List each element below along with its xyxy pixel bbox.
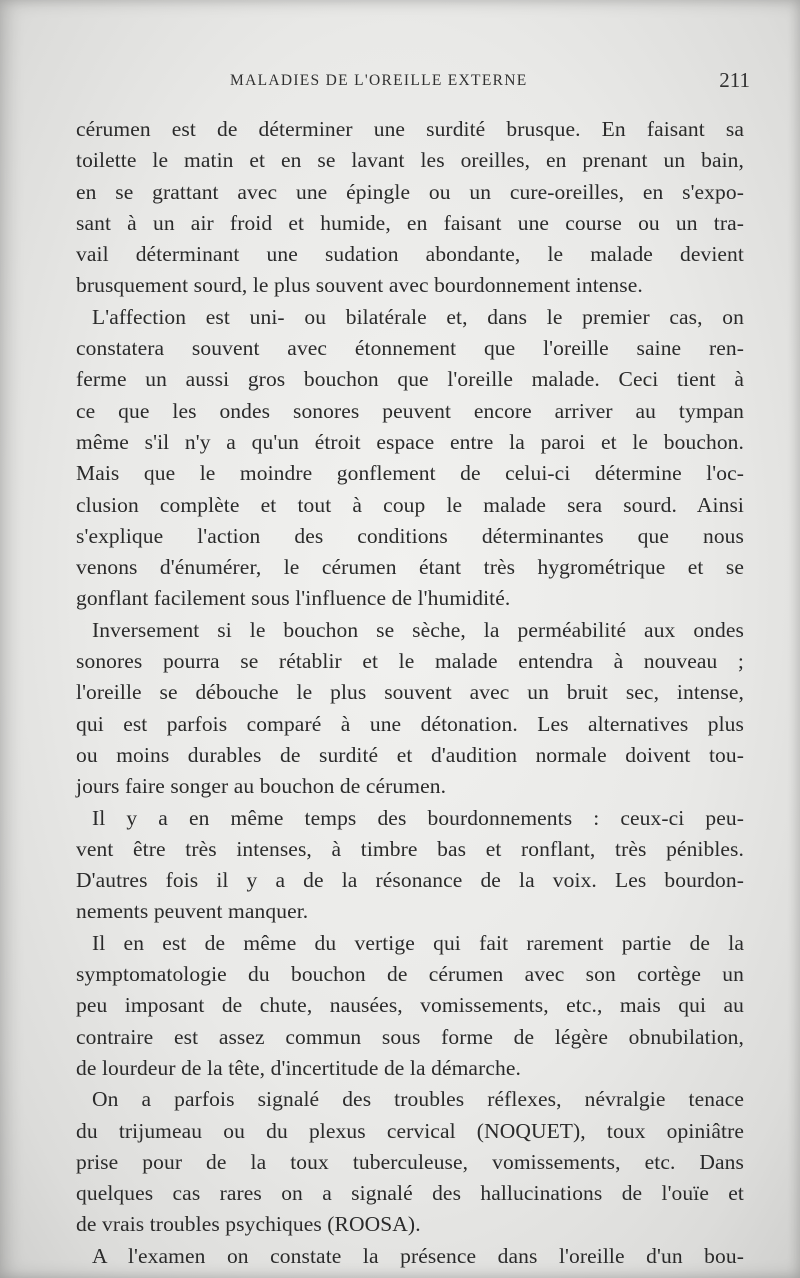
text-line: constatera souvent avec étonnement que l'oreille saine ren- [76, 336, 744, 361]
text-line: de vrais troubles psychiques (ROOSA). [76, 1212, 421, 1237]
text-line: toilette le matin et en se lavant les oreilles, en prenant un bain, [76, 148, 744, 173]
running-title: MALADIES DE L'OREILLE EXTERNE [230, 72, 528, 89]
text-line: Inversement si le bouchon se sèche, la perméabilité aux ondes [92, 617, 744, 642]
text-line: contraire est assez commun sous forme de légère obnubilation, [76, 1024, 744, 1049]
text-line: clusion complète et tout à coup le malade sera sourd. Ainsi [76, 492, 744, 517]
text-line: en se grattant avec une épingle ou un cure-oreilles, en s'expo- [76, 179, 744, 204]
text-line: ou moins durables de surdité et d'audition normale doivent tou- [76, 742, 744, 767]
text-line: cérumen est de déterminer une surdité brusque. En faisant sa [76, 117, 744, 141]
text-line: brusquement sourd, le plus souvent avec bourdonnement intense. [76, 273, 643, 298]
text-line: ce que les ondes sonores peuvent encore arriver au tympan [76, 398, 744, 423]
running-head [78, 68, 750, 98]
text-line: de lourdeur de la tête, d'incertitude de la démarche. [76, 1055, 521, 1080]
text-line: vent être très intenses, à timbre bas et ronflant, très pénibles. [76, 836, 744, 861]
text-line: ferme un aussi gros bouchon que l'oreille malade. Ceci tient à [76, 367, 744, 392]
page-number: 211 [719, 68, 750, 92]
text-line: On a parfois signalé des troubles réflexes, névralgie tenace [92, 1087, 744, 1112]
text-line: gonflant facilement sous l'influence de l'humidité. [76, 586, 511, 611]
text-line: venons d'énumérer, le cérumen étant très hygrométrique et se [76, 555, 744, 580]
text-line: vail déterminant une sudation abondante, le malade devient [76, 242, 744, 267]
text-line: A l'examen on constate la présence dans l'oreille d'un bou- [92, 1243, 744, 1268]
text-line: s'explique l'action des conditions déterminantes que nous [76, 523, 744, 548]
text-line: qui est parfois comparé à une détonation. Les alternatives plus [76, 711, 744, 736]
text-line: prise pour de la toux tuberculeuse, vomissements, etc. Dans [76, 1149, 744, 1174]
text-line: jours faire songer au bouchon de cérumen. [76, 774, 447, 799]
text-line: Il y a en même temps des bourdonnements : ceux-ci peu- [92, 805, 744, 830]
text-line: même s'il n'y a qu'un étroit espace entre la paroi et le bouchon. [76, 429, 744, 454]
text-line: L'affection est uni- ou bilatérale et, dans le premier cas, on [92, 304, 744, 329]
text-line: l'oreille se débouche le plus souvent avec un bruit sec, intense, [76, 680, 744, 705]
text-line: D'autres fois il y a de la résonance de la voix. Les bourdon- [76, 868, 744, 893]
text-line: nements peuvent manquer. [76, 899, 309, 924]
body-text [76, 114, 744, 1272]
text-line: sonores pourra se rétablir et le malade entendra à nouveau ; [76, 649, 744, 674]
text-line: Il en est de même du vertige qui fait rarement partie de la [92, 930, 744, 955]
text-line: peu imposant de chute, nausées, vomissements, etc., mais qui au [76, 993, 744, 1018]
text-line: Mais que le moindre gonflement de celui-ci détermine l'oc- [76, 461, 744, 486]
text-line: sant à un air froid et humide, en faisant une course ou un tra- [76, 210, 744, 235]
text-line: quelques cas rares on a signalé des hallucinations de l'ouïe et [76, 1181, 744, 1206]
text-line: symptomatologie du bouchon de cérumen avec son cortège un [76, 962, 744, 987]
text-line: du trijumeau ou du plexus cervical (NOQUET), toux opiniâtre [76, 1118, 744, 1143]
